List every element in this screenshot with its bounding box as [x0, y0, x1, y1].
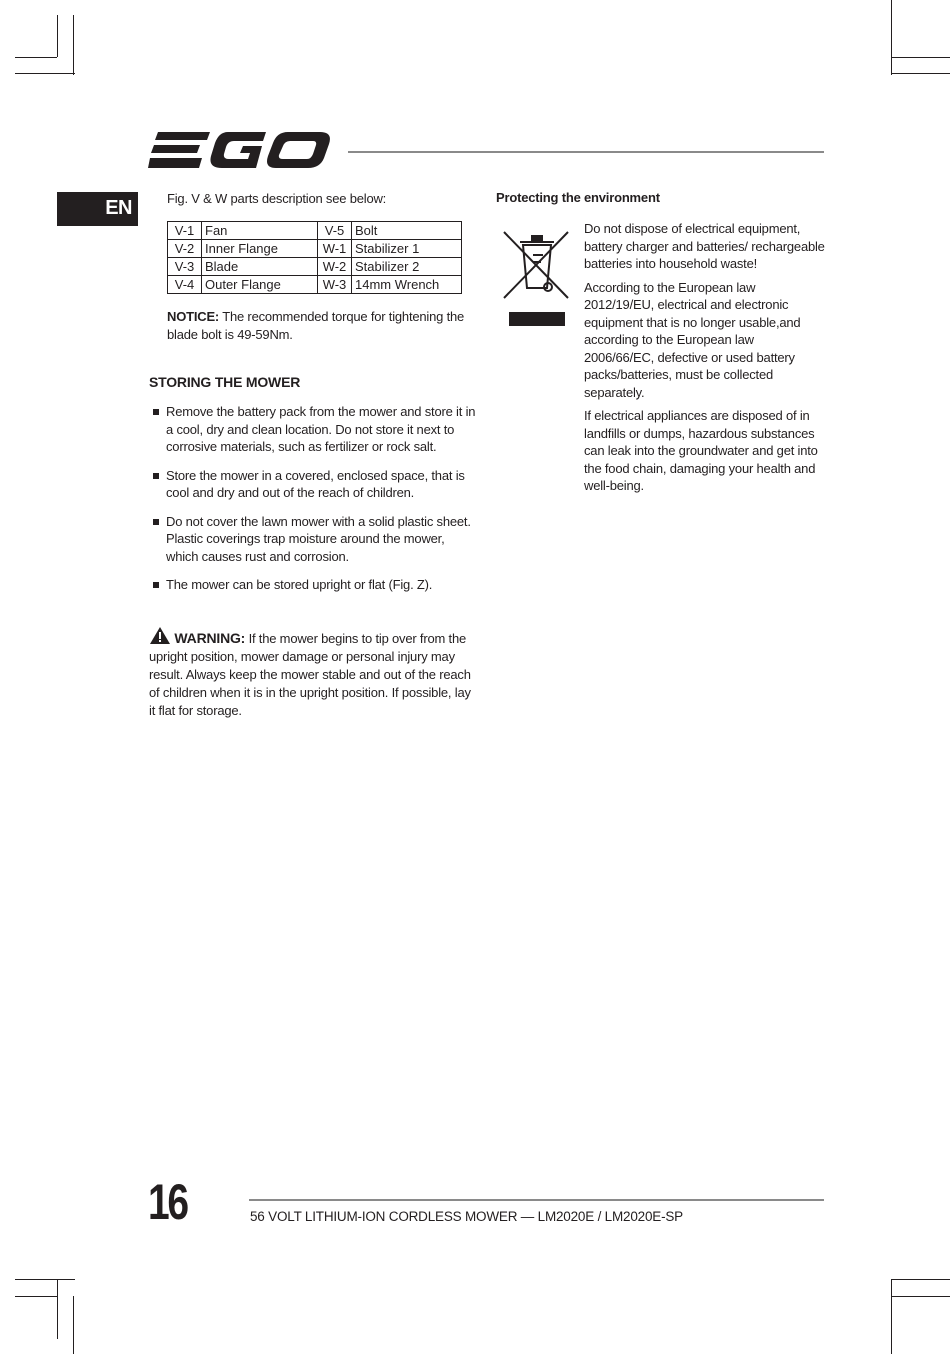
- notice-block: [167, 308, 477, 343]
- warning-block: [149, 626, 479, 720]
- bullet-square-icon: [153, 473, 159, 479]
- table-cell: Fan: [202, 222, 318, 240]
- table-row: [168, 276, 462, 294]
- table-cell: W-1: [318, 240, 352, 258]
- table-row: [168, 258, 462, 276]
- list-item: Do not cover the lawn mower with a solid plastic sheet. Plastic coverings trap moisture around the mower, which causes rust and corrosion.: [149, 513, 479, 566]
- ego-logo: [148, 128, 332, 172]
- env-paragraph: Do not dispose of electrical equipment, battery charger and batteries/ rechargeable batteries into household waste!: [584, 221, 825, 271]
- env-paragraph: According to the European law 2012/19/EU, electrical and electronic equipment that is no longer usable,and according to the European law 2006/66/EC, defective or used battery packs/batteries, must be collected separately.: [584, 279, 801, 400]
- table-cell: V-3: [168, 258, 202, 276]
- language-tab: [57, 192, 138, 226]
- footer-product-line: 56 VOLT LITHIUM-ION CORDLESS MOWER — LM2020E / LM2020E-SP: [250, 1209, 683, 1224]
- weee-bin-icon: [502, 226, 570, 326]
- table-cell: W-2: [318, 258, 352, 276]
- env-heading: Protecting the environment: [496, 190, 660, 205]
- table-cell: V-2: [168, 240, 202, 258]
- storing-heading: STORING THE MOWER: [149, 374, 301, 390]
- notice-text: The recommended torque for tightening the blade bolt is 49-59Nm.: [167, 309, 465, 342]
- env-paragraphs: [584, 220, 826, 495]
- env-paragraph: If electrical appliances are disposed of in landfills or dumps, hazardous substances can leak into the groundwater and get into the food chain, damaging your health and well-being.: [584, 408, 818, 493]
- table-row: [168, 240, 462, 258]
- list-item: Store the mower in a covered, enclosed space, that is cool and dry and out of the reach of children.: [149, 467, 479, 502]
- table-cell: W-3: [318, 276, 352, 294]
- bullet-square-icon: [153, 409, 159, 415]
- list-item: The mower can be stored upright or flat (Fig. Z).: [149, 576, 479, 594]
- language-tab-label: EN: [105, 197, 132, 219]
- table-cell: V-4: [168, 276, 202, 294]
- table-cell: Stabilizer 2: [352, 258, 462, 276]
- table-cell: 14mm Wrench: [352, 276, 462, 294]
- bullet-square-icon: [153, 582, 159, 588]
- table-cell: Bolt: [352, 222, 462, 240]
- table-cell: Stabilizer 1: [352, 240, 462, 258]
- table-cell: V-1: [168, 222, 202, 240]
- fig-caption: Fig. V & W parts description see below:: [167, 191, 387, 206]
- list-item: Remove the battery pack from the mower and store it in a cool, dry and clean location. Do not store it next to corrosive materials, such as fertilizer or rock salt.: [149, 403, 479, 456]
- table-row: [168, 222, 462, 240]
- parts-table: [167, 221, 462, 294]
- bullet-square-icon: [153, 519, 159, 525]
- table-cell: V-5: [318, 222, 352, 240]
- notice-label: NOTICE:: [167, 309, 220, 324]
- warning-triangle-icon: [149, 626, 171, 645]
- table-cell: Blade: [202, 258, 318, 276]
- table-cell: Inner Flange: [202, 240, 318, 258]
- page-number: 16: [148, 1174, 187, 1230]
- warning-label: WARNING:: [174, 630, 246, 646]
- footer-rule: [249, 1199, 824, 1201]
- table-cell: Outer Flange: [202, 276, 318, 294]
- header-rule: [348, 151, 824, 153]
- warning-text: If the mower begins to tip over from the upright position, mower damage or personal injury may result. Always keep the mower stable and out of the reach of children when it is in the upright position. If possible, lay it flat for storage.: [149, 631, 471, 718]
- storing-bullets: [149, 403, 479, 605]
